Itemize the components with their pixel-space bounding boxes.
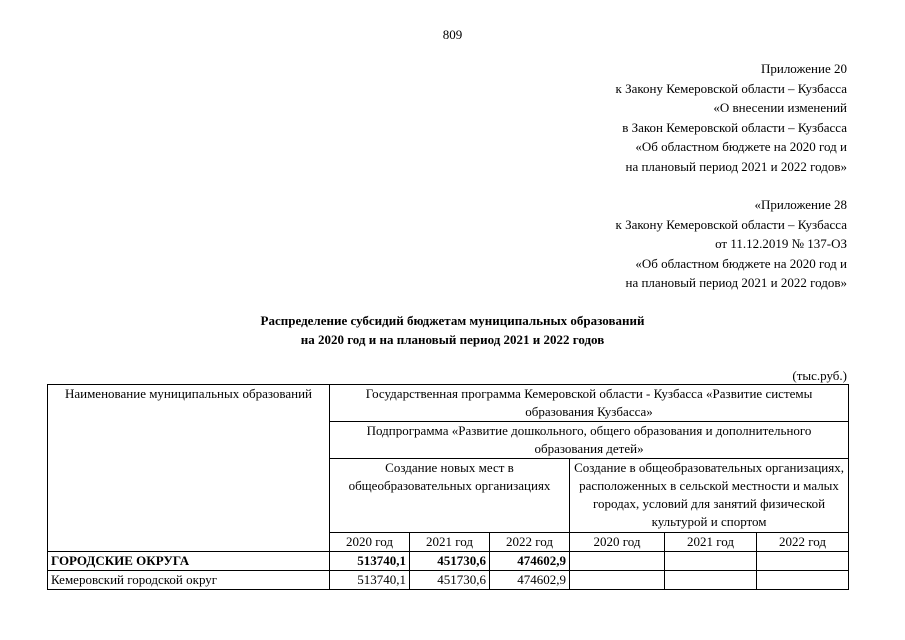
value-cell: 513740,1 xyxy=(330,571,410,590)
subprogram-header: Подпрограмма «Развитие дошкольного, общего образования и дополнительного образования детей» xyxy=(330,422,849,459)
appendix-20-line: в Закон Кемеровской области – Кузбасса xyxy=(622,119,847,135)
value-cell: 451730,6 xyxy=(410,552,490,571)
year-header: 2021 год xyxy=(410,533,490,552)
value-cell xyxy=(665,552,757,571)
table-row xyxy=(48,571,849,590)
value-cell: 451730,6 xyxy=(410,571,490,590)
appendix-28-line: от 11.12.2019 № 137-ОЗ xyxy=(715,236,847,251)
value-cell xyxy=(665,571,757,590)
appendix-28-block xyxy=(616,195,848,293)
year-header: 2020 год xyxy=(570,533,665,552)
appendix-20-block xyxy=(616,59,848,176)
appendix-28-line: на плановый период 2021 и 2022 годов» xyxy=(625,275,847,290)
municipality-name-header: Наименование муниципальных образований xyxy=(48,385,330,552)
program-header: Государственная программа Кемеровской области - Кузбасса «Развитие системы образования Кузбасса» xyxy=(330,385,849,422)
year-header: 2021 год xyxy=(665,533,757,552)
row-name: Кемеровский городской округ xyxy=(48,571,330,590)
appendix-20-line: на плановый период 2021 и 2022 годов» xyxy=(625,158,847,174)
value-cell xyxy=(757,571,849,590)
appendix-28-line: «Об областном бюджете на 2020 год и xyxy=(635,255,847,271)
year-header: 2022 год xyxy=(490,533,570,552)
year-header: 2022 год xyxy=(757,533,849,552)
value-cell: 474602,9 xyxy=(490,552,570,571)
value-cell xyxy=(570,571,665,590)
units-label: (тыс.руб.) xyxy=(792,368,847,383)
appendix-20-line: «О внесении изменений xyxy=(713,100,847,115)
row-name: ГОРОДСКИЕ ОКРУГА xyxy=(48,552,330,571)
new-places-header: Создание новых мест в общеобразовательных организациях xyxy=(330,459,570,533)
value-cell: 474602,9 xyxy=(490,571,570,590)
appendix-28-line: к Закону Кемеровской области – Кузбасса xyxy=(615,216,847,232)
appendix-20-line: «Об областном бюджете на 2020 год и xyxy=(635,139,847,154)
year-header: 2020 год xyxy=(330,533,410,552)
document-title xyxy=(0,311,905,349)
page-number: 809 xyxy=(442,27,463,42)
table-row xyxy=(48,552,849,571)
value-cell: 513740,1 xyxy=(330,552,410,571)
value-cell xyxy=(757,552,849,571)
value-cell xyxy=(570,552,665,571)
title-line-1: Распределение субсидий бюджетам муниципальных образований xyxy=(260,313,645,328)
appendix-20-line: Приложение 20 xyxy=(760,61,847,76)
appendix-20-line: к Закону Кемеровской области – Кузбасса xyxy=(615,80,847,96)
subsidy-table xyxy=(47,384,849,590)
appendix-28-line: «Приложение 28 xyxy=(754,197,847,212)
sports-conditions-header: Создание в общеобразовательных организациях, расположенных в сельской местности и малых городах, условий для занятий физической культурой и спортом xyxy=(570,459,849,533)
title-line-2: на 2020 год и на плановый период 2021 и 2022 годов xyxy=(300,332,605,347)
